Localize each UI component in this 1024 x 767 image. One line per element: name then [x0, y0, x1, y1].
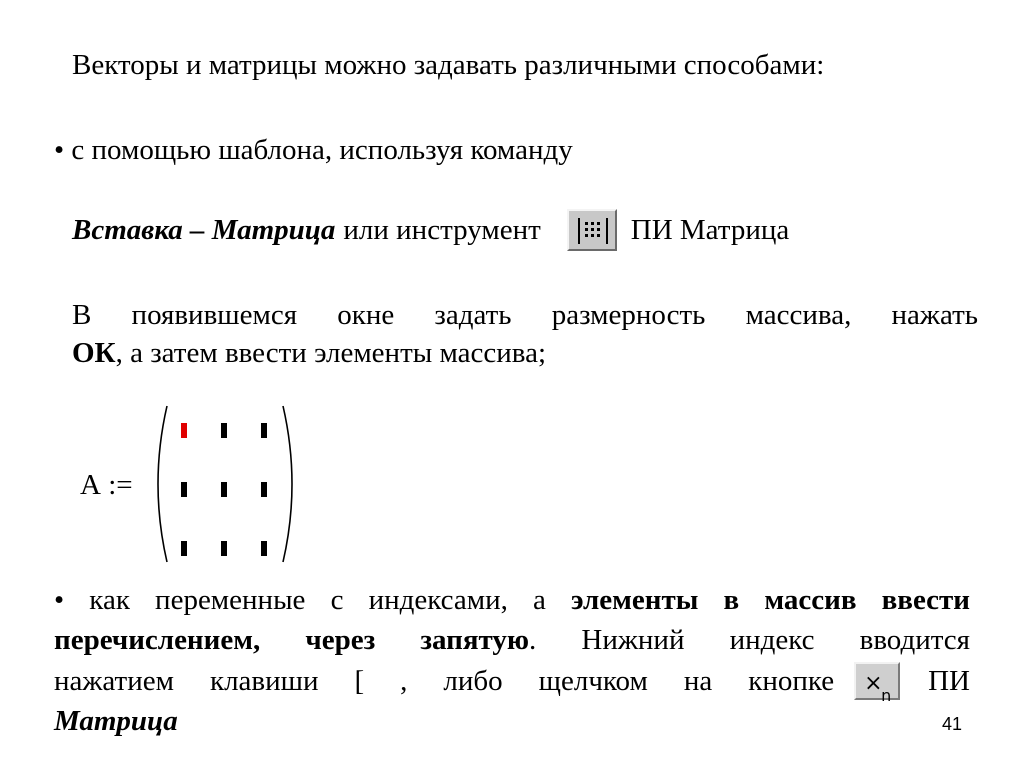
page-number: 41: [942, 714, 963, 734]
subscript-n-icon: n: [881, 686, 892, 705]
bullet-text: как переменные с индексами, а: [89, 584, 546, 616]
command-line: [72, 208, 789, 252]
matrix-placeholder[interactable]: [181, 482, 187, 497]
paragraph-line-1: В появившемся окне задать размерность массива, нажать: [72, 299, 978, 331]
matrix-placeholder[interactable]: [221, 423, 227, 438]
bullet-text: с помощью шаблона, используя команду: [71, 134, 573, 166]
bullet-line-3-end: ПИ: [928, 665, 970, 697]
matrix-placeholder[interactable]: [261, 482, 267, 497]
bullet-marker: •: [54, 134, 65, 166]
connector-text: или инструмент: [343, 214, 541, 246]
bold-text: элементы в массив ввести: [571, 584, 970, 616]
matrix-lhs: А :=: [80, 469, 133, 501]
bold-underlined-text: перечислением, через запятую: [54, 624, 530, 656]
matrix-placeholder[interactable]: [221, 482, 227, 497]
menu-path-text: Вставка – Матрица: [72, 214, 336, 246]
matrix-placeholder[interactable]: [261, 423, 267, 438]
matrix-toolbar-icon[interactable]: [567, 209, 617, 251]
toolbar-label: ПИ Матрица: [630, 214, 790, 246]
bullet-text-after: . Нижний индекс вводится: [529, 624, 970, 656]
paragraph-line-2-rest: , а затем ввести элементы массива;: [115, 337, 547, 369]
subscript-button[interactable]: [854, 662, 900, 705]
bullet-indexed-line-2: [54, 622, 970, 658]
ok-text: ОК: [72, 337, 116, 369]
bullet-indexed-line-3: [54, 662, 970, 705]
right-paren: [283, 406, 292, 562]
matrix-placeholder[interactable]: [261, 541, 267, 556]
matrix-bracket-icon: [578, 218, 608, 244]
matrix-placeholder[interactable]: [181, 541, 187, 556]
subscript-x-icon: ×: [864, 671, 883, 696]
matrix-placeholder[interactable]: [221, 541, 227, 556]
bullet-line-3-text: нажатием клавиши [ , либо щелчком на кнопке: [54, 665, 835, 697]
bullet-template: [54, 132, 573, 168]
bullet-indexed-line-1: [54, 582, 970, 618]
matrix-placeholder-active[interactable]: [181, 423, 187, 438]
slide-heading: Векторы и матрицы можно задавать различными способами:: [72, 49, 825, 81]
bullet-indexed-line-4: Матрица: [54, 705, 178, 737]
bullet-marker: •: [54, 584, 65, 616]
left-paren: [158, 406, 167, 562]
paragraph-line-2: [72, 335, 546, 371]
